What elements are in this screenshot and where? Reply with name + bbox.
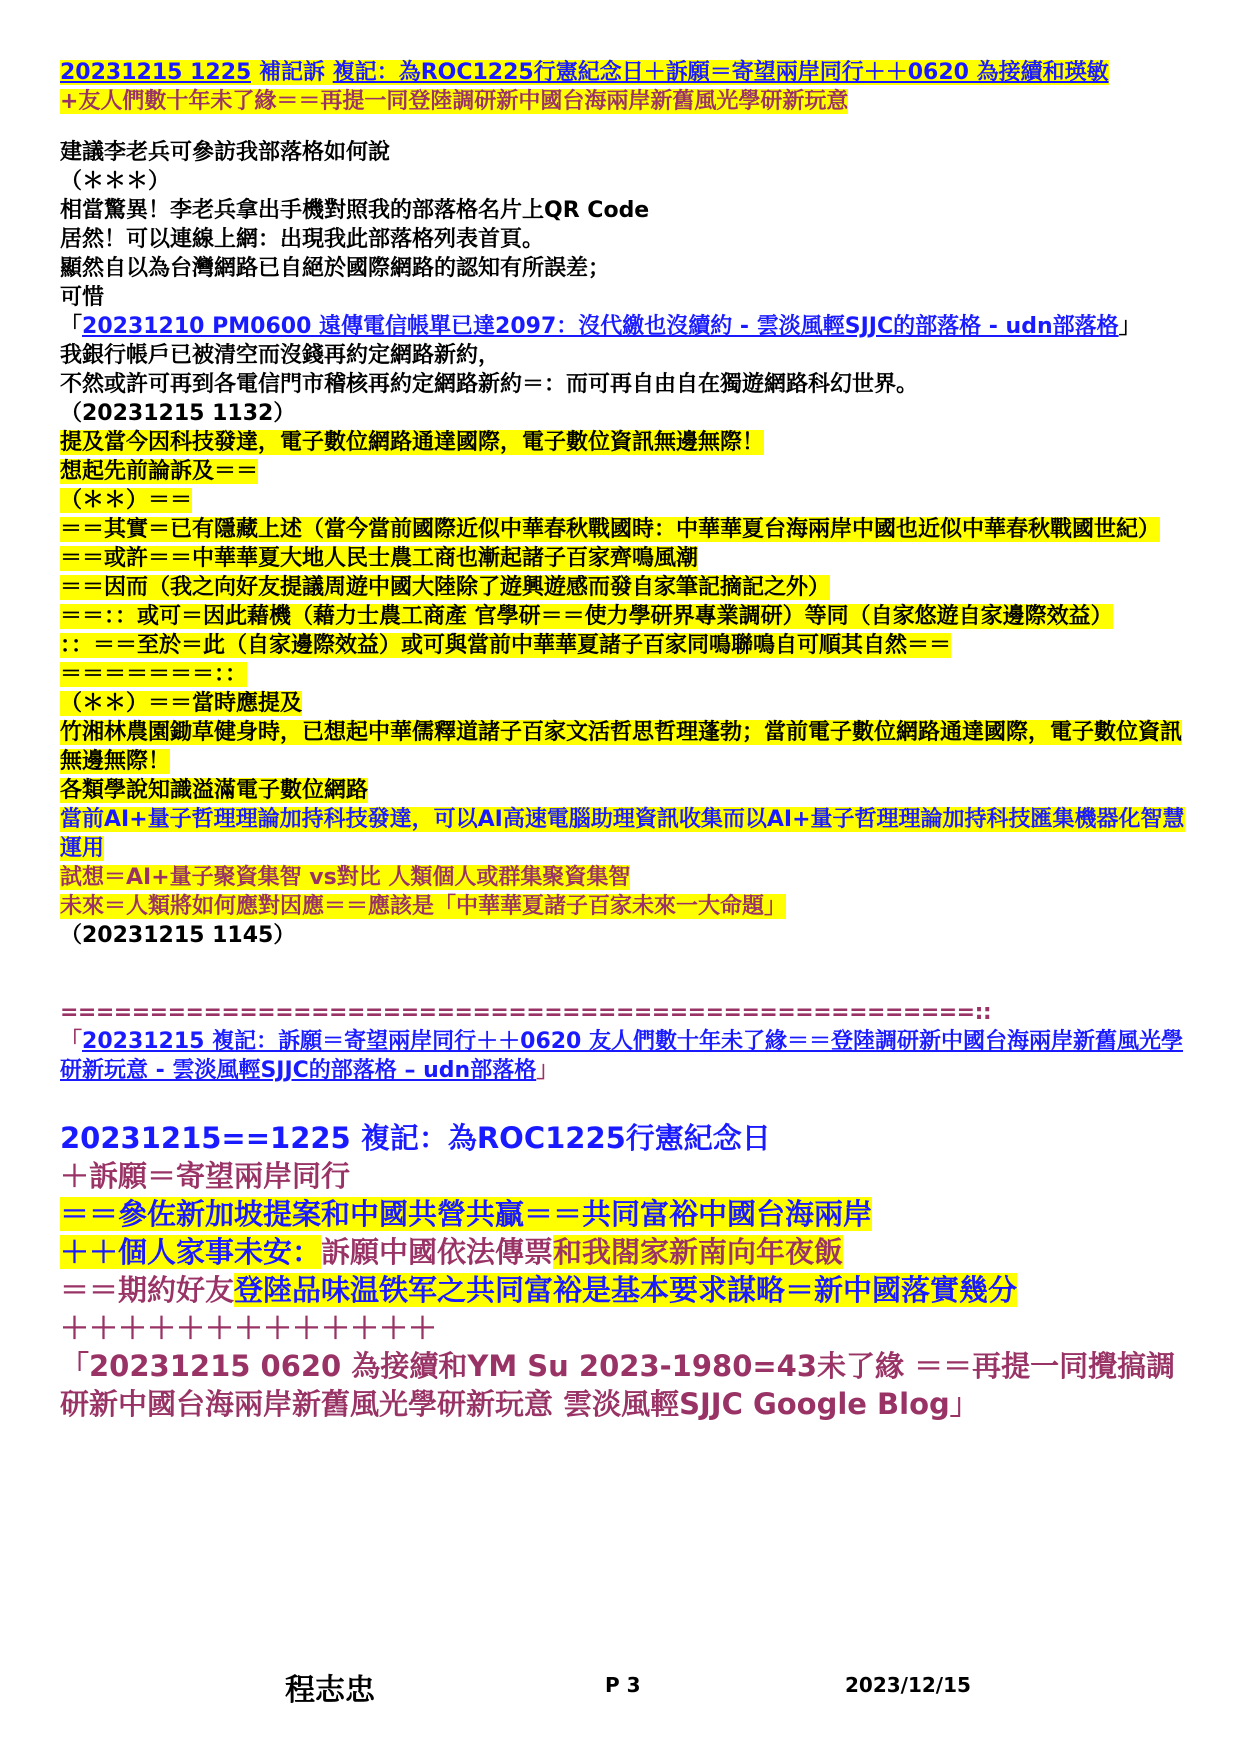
body-line-25 [60, 892, 1185, 921]
body-line-5: 顯然自以為台灣網路已自絕於國際網路的認知有所誤差； [60, 256, 611, 281]
footer-page-number: P 3 [605, 1673, 641, 1697]
highlight-text: 當前AI+量子哲理理論加持科技發達，可以AI高速電腦助理資訊收集而以AI+量子哲理理論加持科技匯集機器化智慧運用 [60, 807, 1185, 861]
body-line-18 [60, 631, 1185, 660]
reference-link-paragraph [60, 1027, 1185, 1085]
highlight-text: ＝＝其實＝已有隱藏上述（當今當前國際近似中華春秋戰國時：中華華夏台海兩岸中國也近似中華春秋戰國世紀） [60, 517, 1161, 542]
highlight-text: （＊＊）＝＝ [60, 488, 193, 513]
highlight-text: 和我閤家新南向年夜飯 [553, 1235, 844, 1269]
body-line-4: 居然！可以連線上網：出現我此部落格列表首頁。 [60, 227, 545, 252]
highlight-text: ：：＝＝至於＝此（自家邊際效益）或可與當前中華華夏諸子百家同鳴聯鳴自可順其自然＝＝ [60, 633, 952, 658]
header-line-1 [60, 58, 1185, 87]
big-line-6: ＋＋＋＋＋＋＋＋＋＋＋＋＋ [60, 1311, 438, 1345]
highlight-text: 未來＝人類將如何應對因應＝＝應該是「中華華夏諸子百家未來一大命題」 [60, 894, 787, 919]
body-line-8: 我銀行帳戶已被清空而沒錢再約定網路新約， [60, 343, 501, 368]
body-line-14 [60, 515, 1185, 544]
highlight-text: 各類學說知識溢滿電子數位網路 [60, 778, 369, 803]
body-line-17 [60, 602, 1185, 631]
highlight-text: （＊＊）＝＝當時應提及 [60, 691, 303, 716]
reference-post-link[interactable]: 20231215 複記：訴願＝寄望兩岸同行＋＋0620 友人們數十年未了緣＝＝登陸調研新中國台海兩岸新舊風光學研新玩意 - 雲淡風輕SJJC的部落格 – udn部落格 [60, 1029, 1184, 1083]
big-line-1: 20231215==1225 複記：為ROC1225行憲紀念日 [60, 1121, 771, 1155]
header-subtitle: +友人們數十年未了緣＝＝再提一同登陸調研新中國台海兩岸新舊風光學研新玩意 [60, 89, 849, 114]
highlight-text: ＝＝＝＝＝＝＝：： [60, 662, 248, 687]
spacer [60, 950, 1185, 998]
body-line-15 [60, 544, 1185, 573]
body-line-16 [60, 573, 1185, 602]
bracket-open: 「 [60, 314, 83, 339]
highlight-text: ＝＝因而（我之向好友提議周遊中國大陸除了遊興遊感而發自家筆記摘記之外） [60, 575, 831, 600]
spacer [60, 116, 1185, 138]
header-line-2 [60, 87, 1185, 116]
body-line-2: （＊＊＊） [60, 169, 171, 194]
highlight-text: 登陸品味温铁军之共同富裕是基本要求謀略＝新中國落實幾分 [234, 1273, 1018, 1307]
plain-text: ＝＝期約好友 [60, 1273, 235, 1307]
document-page [60, 58, 1185, 1423]
highlight-text: ＝＝或許＝＝中華華夏大地人民士農工商也漸起諸子百家齊鳴風潮 [60, 546, 699, 571]
body-line-11 [60, 428, 1185, 457]
header-note: 補記訴 [251, 60, 333, 85]
footer-author: 程志忠 [285, 1673, 375, 1708]
plain-text: 訴願中國依法傳票 [321, 1235, 554, 1269]
body-line-23 [60, 805, 1185, 863]
big-line-5 [60, 1271, 1185, 1309]
big-line-7: 「20231215 0620 為接續和YM Su 2023-1980=43未了緣 ＝＝再提一同攪搞調研新中國台海兩岸新舊風光學研新玩意 雲淡風輕SJJC Google Blog」 [60, 1349, 1176, 1421]
highlight-text: 想起先前論訴及＝＝ [60, 459, 259, 484]
header-date-link[interactable]: 20231215 1225 [60, 60, 252, 85]
blog-link-paragraph [60, 312, 1185, 341]
body-line-3: 相當驚異！李老兵拿出手機對照我的部落格名片上QR Code [60, 198, 650, 223]
big-line-4 [60, 1233, 1185, 1271]
highlight-text: 試想＝AI+量子聚資集智 vs對比 人類個人或群集聚資集智 [60, 865, 631, 890]
body-line-24 [60, 863, 1185, 892]
header-title-link[interactable]: 複記：為ROC1225行憲紀念日＋訴願＝寄望兩岸同行＋＋0620 為接續和瑛敏 [332, 60, 1109, 85]
highlight-text: 竹湘林農園鋤草健身時，已想起中華儒釋道諸子百家文活哲思哲理蓬勃；當前電子數位網路通達國際，電子數位資訊無邊無際！ [60, 720, 1183, 774]
body-line-12 [60, 457, 1185, 486]
highlight-text: ＋＋個人家事未安： [60, 1235, 322, 1269]
highlight-text: ＝＝：：或可＝因此藉機（藉力士農工商產 官學研＝＝使力學研界專業調研）等同（自家悠遊自家邊際效益） [60, 604, 1113, 629]
timestamp-2: （20231215 1145） [60, 923, 296, 948]
bracket-open: 「 [60, 1029, 83, 1054]
body-line-13 [60, 486, 1185, 515]
bracket-close: 」 [536, 1058, 559, 1083]
footer-date: 2023/12/15 [845, 1673, 971, 1697]
body-line-22 [60, 776, 1185, 805]
big-line-2: ＋訴願＝寄望兩岸同行 [60, 1159, 351, 1193]
blog-post-link[interactable]: 20231210 PM0600 遠傳電信帳單已達2097：沒代繳也沒續約 - 雲淡風輕SJJC的部落格 - udn部落格 [82, 314, 1119, 339]
body-line-6: 可惜 [60, 285, 105, 310]
spacer [60, 1085, 1185, 1119]
highlight-text: 提及當今因科技發達，電子數位網路通達國際，電子數位資訊無邊無際！ [60, 430, 765, 455]
body-line-1: 建議李老兵可參訪我部落格如何說 [60, 140, 391, 165]
body-line-9: 不然或許可再到各電信門市稽核再約定網路新約＝：而可再自由自在獨遊網路科幻世界。 [60, 372, 919, 397]
body-line-19 [60, 660, 1185, 689]
bracket-close: 」 [1118, 314, 1141, 339]
timestamp-1: （20231215 1132） [60, 401, 296, 426]
big-line-3 [60, 1195, 1185, 1233]
page-footer [0, 1665, 1241, 1708]
highlight-text: ＝＝參佐新加坡提案和中國共營共贏＝＝共同富裕中國台海兩岸 [60, 1197, 873, 1231]
body-line-20 [60, 689, 1185, 718]
body-line-21 [60, 718, 1185, 776]
separator-line: ===================================================:: [60, 1000, 992, 1025]
